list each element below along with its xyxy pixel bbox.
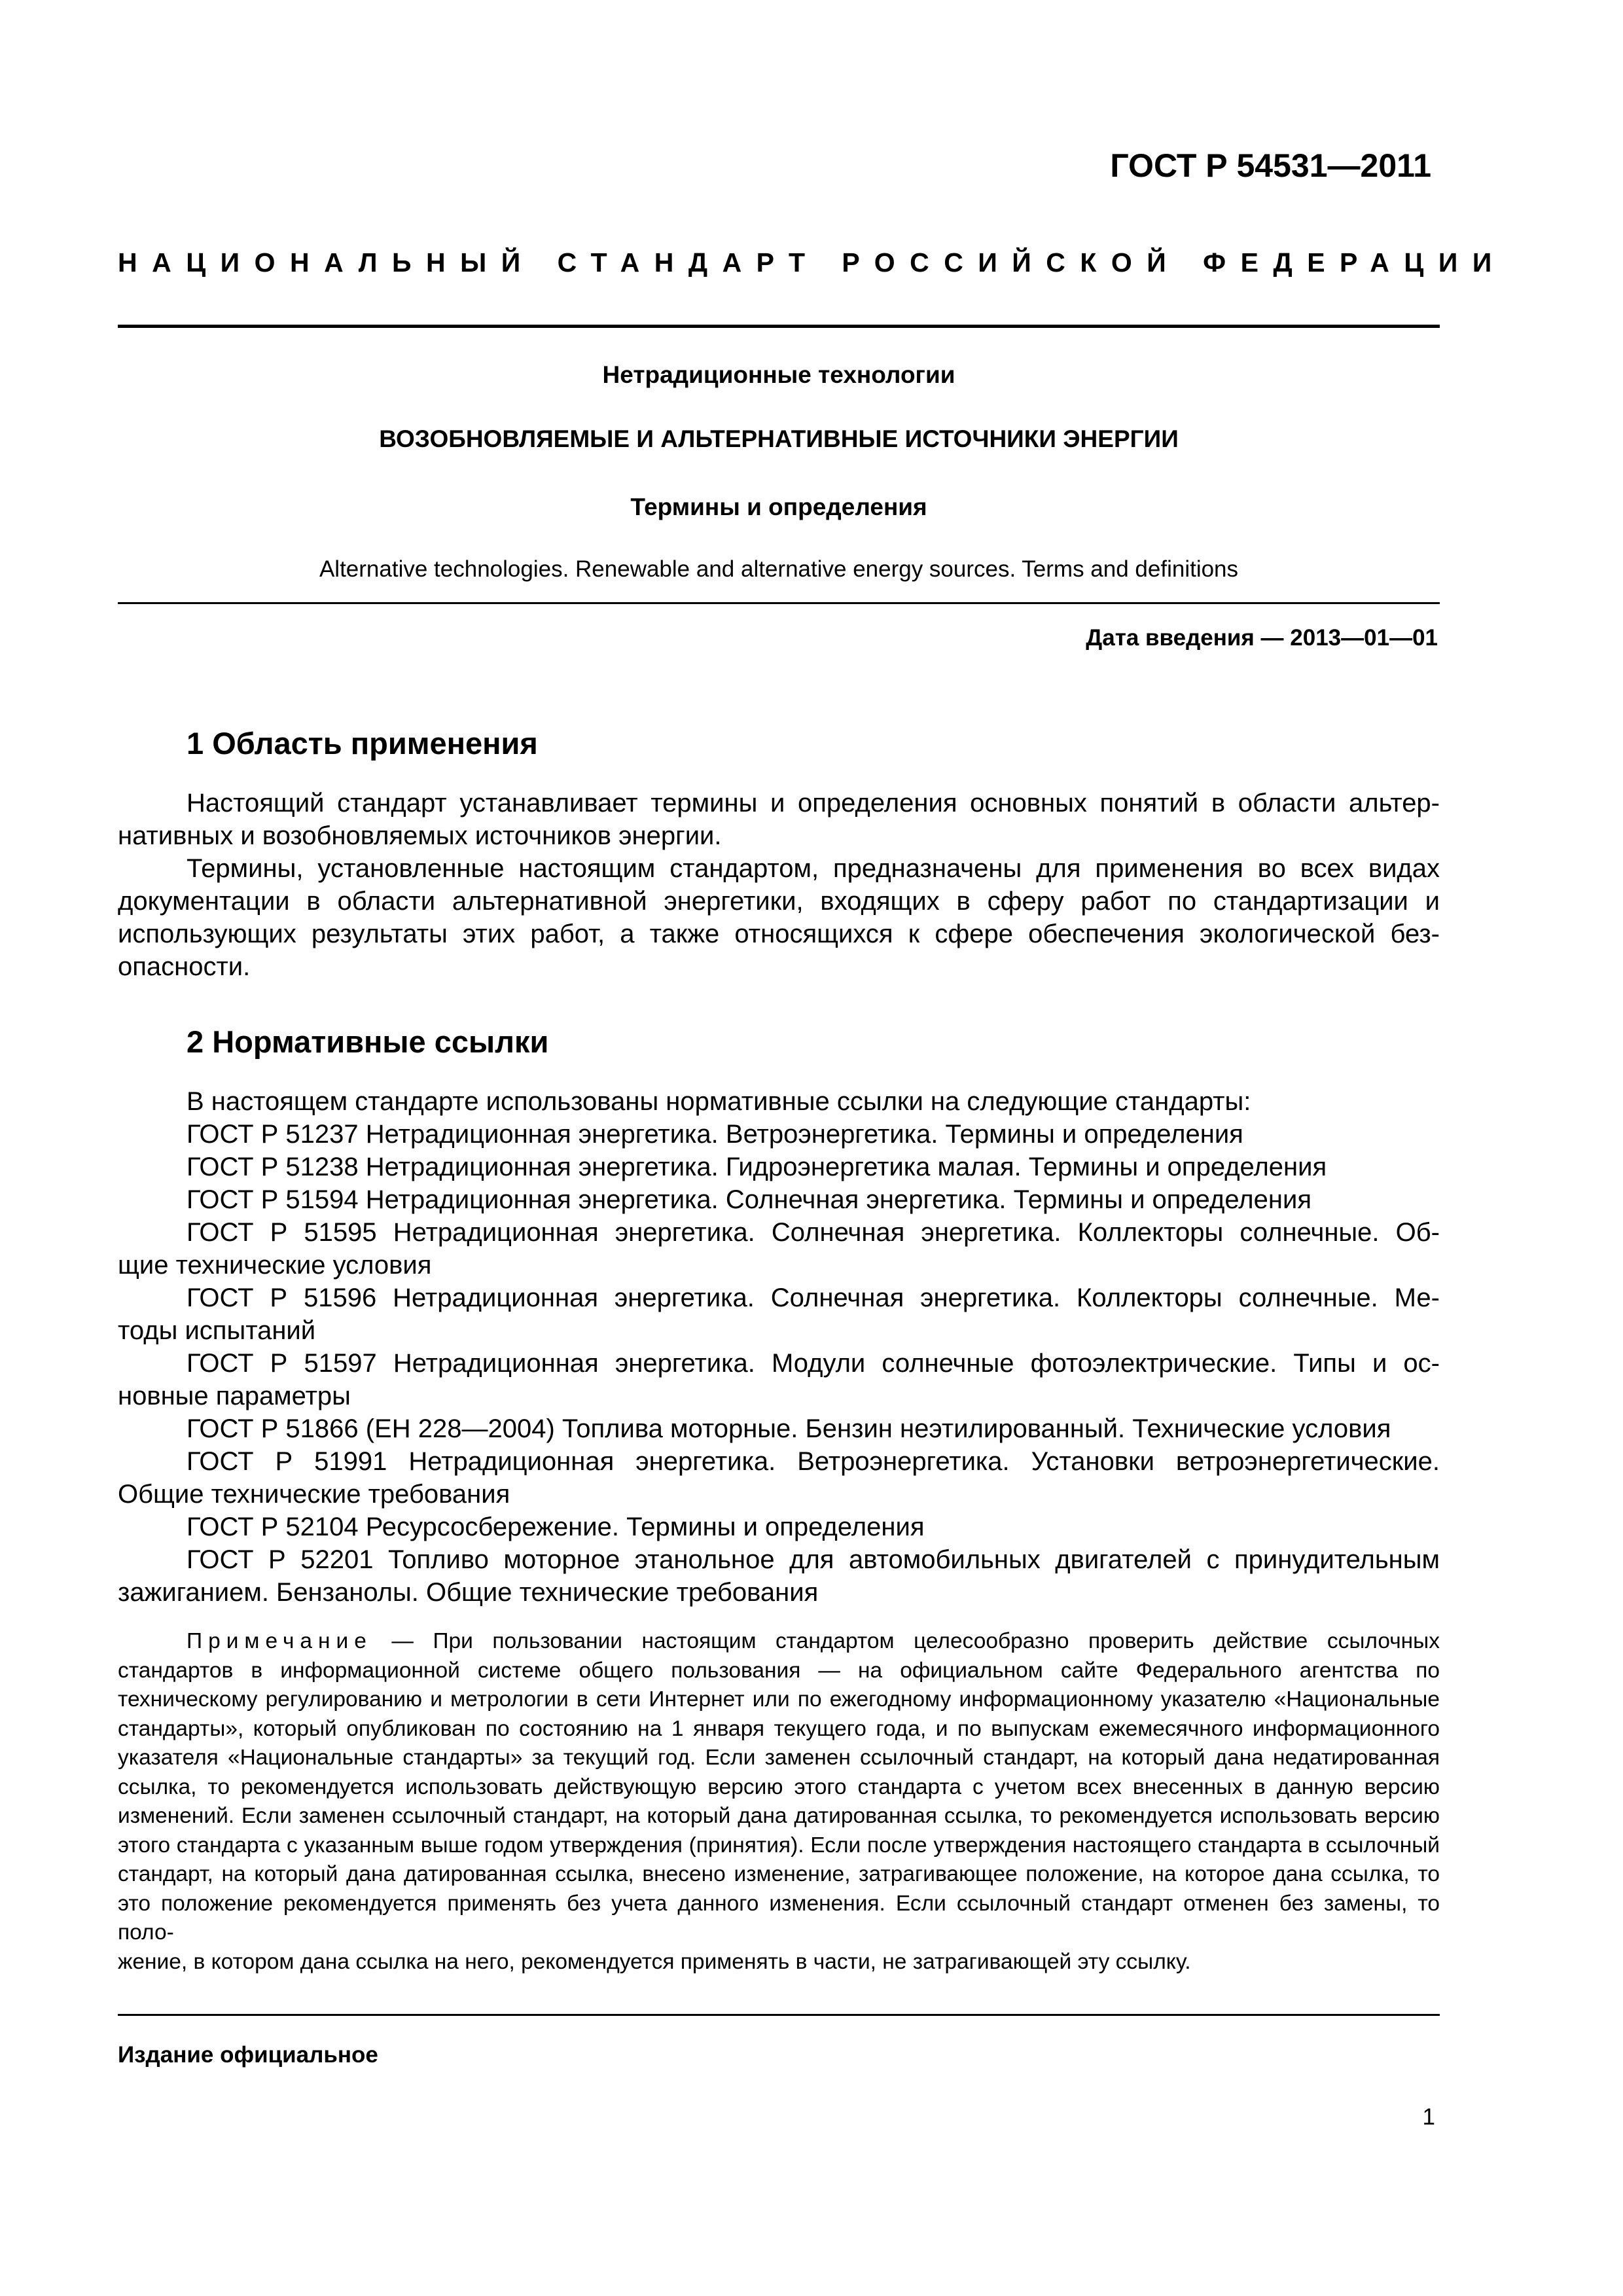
references-intro: В настоящем стандарте использованы нормативные ссылки на следующие стандарты: — [187, 1087, 1251, 1116]
footer-rule — [118, 2014, 1440, 2016]
reference-item: ГОСТ Р 51594 Нетрадиционная энергетика. Солнечная энергетика. Термины и определения — [187, 1185, 1311, 1214]
page-number: 1 — [1422, 2104, 1435, 2130]
title-line-2: ВОЗОБНОВЛЯЕМЫЕ И АЛЬТЕРНАТИВНЫЕ ИСТОЧНИКИ ЭНЕРГИИ — [379, 425, 1179, 452]
header-rule — [118, 325, 1440, 328]
note-paragraph-end: жение, в котором дана ссылка на него, рекомендуется применять в части, не затрагивающей эту ссылку. — [118, 1949, 1191, 1974]
reference-item: ГОСТ Р 51596 Нетрадиционная энергетика. Солнечная энергетика. Коллекторы солнечные. Ме- — [187, 1283, 1440, 1312]
reference-item-continued: новные параметры — [118, 1382, 351, 1410]
reference-item: ГОСТ Р 51238 Нетрадиционная энергетика. Гидроэнергетика малая. Термины и определения — [187, 1153, 1327, 1181]
section-1-body — [118, 787, 1440, 983]
title-line-3: Термины и определения — [630, 493, 927, 520]
note-label: Примечание — [187, 1629, 372, 1653]
reference-item: ГОСТ Р 51991 Нетрадиционная энергетика. Ветроэнергетика. Установки ветроэнергетические. — [187, 1447, 1440, 1476]
title-rule — [118, 602, 1440, 604]
section-1-heading: 1 Область применения — [187, 726, 538, 761]
reference-item-continued: тоды испытаний — [118, 1316, 316, 1345]
reference-item: ГОСТ Р 51237 Нетрадиционная энергетика. Ветроэнергетика. Термины и определения — [187, 1120, 1243, 1149]
reference-item: ГОСТ Р 51597 Нетрадиционная энергетика. Модули солнечные фотоэлектрические. Типы и ос- — [187, 1349, 1440, 1378]
note-text: — При пользовании настоящим стандартом целесообразно проверить действие ссылочных стандартов в информационной системе общего пользования — на официальном сайте Федерального агентства по техническому регулированию и метрологии в сети Интернет или по ежегодному информационному указателю «Национальные стандарты», который опубликован по состоянию на 1 января текущего года, и по выпускам ежемесячного информационного указателя «Национальные стандарты» за текущий год. Если заменен ссылочный стандарт, на который дана недатированная ссылка, то рекомендуется использовать действующую версию этого стандарта с учетом всех внесенных в данную версию изменений. Если заменен ссылочный стандарт, на который дана датированная ссылка, то рекомендуется использовать версию этого стандарта с указанным выше годом утверждения (принятия). Если после утверждения настоящего стандарта в ссылочный стандарт, на который дана датированная ссылка, внесено изменение, затрагивающее положение, на которое дана ссылка, то это положение рекомендуется применять без учета данного изменения. Если ссылочный стандарт отменен без замены, то поло- — [118, 1629, 1440, 1945]
section-1-paragraph-1: Настоящий стандарт устанавливает термины и определения основных понятий в области альтер- — [187, 789, 1440, 817]
title-line-1: Нетрадиционные технологии — [602, 361, 955, 388]
references-note — [118, 1627, 1440, 1977]
reference-item: ГОСТ Р 52201 Топливо моторное этанольное для автомобильных двигателей с принудительным — [187, 1545, 1440, 1574]
section-2-heading: 2 Нормативные ссылки — [187, 1024, 549, 1059]
english-title: Alternative technologies. Renewable and alternative energy sources. Terms and definitions — [319, 556, 1239, 582]
note-paragraph — [118, 1627, 1440, 1948]
section-2-body — [118, 1085, 1440, 1609]
reference-item: ГОСТ Р 51595 Нетрадиционная энергетика. Солнечная энергетика. Коллекторы солнечные. Об- — [187, 1218, 1440, 1247]
section-1-paragraph-2-end: опасности. — [118, 952, 251, 981]
reference-item-continued: щие технические условия — [118, 1251, 432, 1280]
introduction-date: Дата введения — 2013—01—01 — [1086, 625, 1438, 651]
reference-item: ГОСТ Р 52104 Ресурсосбережение. Термины и определения — [187, 1513, 925, 1541]
section-1-paragraph-2: Термины, установленные настоящим стандартом, предназначены для применения во всех видах документации в области альтернативной энергетики, входящих в сферу работ по стандартизации и использующих результаты этих работ, а также относящихся к сфере обеспечения экологической без- — [118, 854, 1440, 948]
national-standard-banner: НАЦИОНАЛЬНЫЙ СТАНДАРТ РОССИЙСКОЙ ФЕДЕРАЦИИ — [118, 247, 1507, 278]
document-number: ГОСТ Р 54531—2011 — [1110, 147, 1431, 184]
section-1-paragraph-1-end: нативных и возобновляемых источников энергии. — [118, 821, 722, 850]
reference-item-continued: зажиганием. Бензанолы. Общие технические требования — [118, 1578, 819, 1607]
reference-item: ГОСТ Р 51866 (ЕН 228—2004) Топлива моторные. Бензин неэтилированный. Технические условия — [187, 1414, 1391, 1443]
official-edition-label: Издание официальное — [118, 2042, 378, 2068]
reference-item-continued: Общие технические требования — [118, 1480, 510, 1509]
